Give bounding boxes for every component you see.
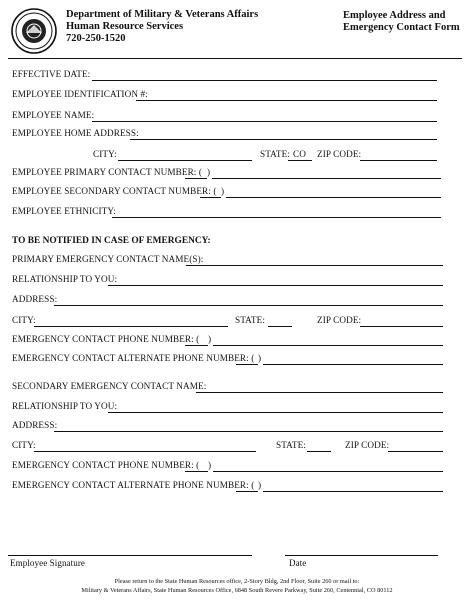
secondary-city-field[interactable] [34, 451, 256, 452]
secondary-state-field[interactable] [307, 451, 331, 452]
paren-close: ) [258, 480, 262, 490]
employee-primary-phone-field[interactable] [212, 178, 441, 179]
employee-primary-phone-label: EMPLOYEE PRIMARY CONTACT NUMBER: ( [12, 167, 203, 177]
phone-number: 720-250-1520 [66, 33, 126, 44]
secondary-state-label: STATE: [276, 440, 306, 450]
paren-close: ) [208, 460, 212, 470]
primary-zip-field[interactable] [360, 326, 443, 327]
primary-alt-phone-label: EMERGENCY CONTACT ALTERNATE PHONE NUMBER: ( [12, 353, 255, 363]
department-name: Department of Military & Veterans Affairs [66, 9, 259, 20]
primary-phone-area-code[interactable] [185, 345, 208, 346]
paren-close: ) [207, 167, 211, 177]
employee-secondary-area-code[interactable] [200, 197, 221, 198]
footer-line1: Please return to the State Human Resources office, 2-Story Bldg, 2nd Floor, Suite 260 or mail to: [114, 578, 360, 585]
employee-ethnicity-label: EMPLOYEE ETHNICITY: [12, 206, 116, 216]
primary-relationship-label: RELATIONSHIP TO YOU: [12, 274, 118, 284]
secondary-phone-field[interactable] [213, 471, 443, 472]
employee-id-field[interactable] [136, 100, 437, 101]
employee-name-label: EMPLOYEE NAME: [12, 110, 95, 120]
paren-close: ) [221, 186, 225, 196]
division-name: Human Resource Services [66, 21, 184, 32]
primary-contact-name-field[interactable] [186, 265, 443, 266]
primary-state-field[interactable] [268, 326, 292, 327]
employee-zip-field[interactable] [360, 160, 437, 161]
secondary-phone-area-code[interactable] [185, 471, 208, 472]
secondary-zip-field[interactable] [388, 451, 443, 452]
employee-state-field[interactable] [288, 160, 312, 161]
secondary-contact-name-label: SECONDARY EMERGENCY CONTACT NAME: [12, 381, 207, 391]
emergency-section-heading: TO BE NOTIFIED IN CASE OF EMERGENCY: [12, 236, 211, 246]
employee-address-label: EMPLOYEE HOME ADDRESS: [12, 128, 139, 138]
state-seal-icon [11, 8, 57, 54]
paren-close: ) [208, 334, 212, 344]
secondary-relationship-label: RELATIONSHIP TO YOU: [12, 401, 118, 411]
primary-phone-label: EMERGENCY CONTACT PHONE NUMBER: ( [12, 334, 200, 344]
employee-zip-label: ZIP CODE: [317, 149, 362, 159]
footer-line2: Military & Veterans Affairs, State Human Resources Office, 6848 South Revere Parkway, Suite 260, Centennial, CO 80112 [81, 587, 393, 594]
header-divider [8, 58, 462, 59]
employee-ethnicity-field[interactable] [112, 217, 441, 218]
employee-secondary-phone-field[interactable] [226, 197, 441, 198]
secondary-contact-name-field[interactable] [196, 392, 443, 393]
form-title-line1: Employee Address and [343, 10, 446, 21]
primary-city-field[interactable] [34, 326, 228, 327]
secondary-relationship-field[interactable] [108, 412, 443, 413]
secondary-address-field[interactable] [54, 431, 443, 432]
secondary-phone-label: EMERGENCY CONTACT PHONE NUMBER: ( [12, 460, 200, 470]
primary-state-label: STATE: [235, 315, 265, 325]
secondary-alt-phone-field[interactable] [263, 491, 443, 492]
employee-name-field[interactable] [92, 121, 437, 122]
primary-alt-phone-area-code[interactable] [236, 364, 258, 365]
primary-zip-label: ZIP CODE: [317, 315, 362, 325]
employee-signature-label: Employee Signature [10, 558, 86, 568]
employee-city-field[interactable] [118, 160, 252, 161]
effective-date-label: EFFECTIVE DATE: [12, 69, 91, 79]
primary-address-label: ADDRESS: [12, 294, 58, 304]
signature-date-field[interactable] [285, 555, 438, 556]
form-title-line2: Emergency Contact Form [343, 22, 460, 33]
primary-phone-field[interactable] [213, 345, 443, 346]
primary-contact-name-label: PRIMARY EMERGENCY CONTACT NAME(S): [12, 254, 204, 264]
employee-secondary-phone-label: EMPLOYEE SECONDARY CONTACT NUMBER: ( [12, 186, 217, 196]
employee-id-label: EMPLOYEE IDENTIFICATION #: [12, 89, 148, 99]
secondary-zip-label: ZIP CODE: [345, 440, 390, 450]
primary-relationship-field[interactable] [108, 285, 443, 286]
employee-state-label: STATE: [260, 149, 290, 159]
effective-date-field[interactable] [92, 80, 437, 81]
secondary-address-label: ADDRESS: [12, 420, 58, 430]
employee-primary-area-code[interactable] [185, 178, 207, 179]
primary-alt-phone-field[interactable] [263, 364, 443, 365]
primary-city-label: CITY: [12, 315, 36, 325]
secondary-alt-phone-area-code[interactable] [236, 491, 258, 492]
primary-address-field[interactable] [54, 305, 443, 306]
employee-city-label: CITY: [93, 149, 117, 159]
employee-state-value: CO [293, 149, 306, 159]
signature-date-label: Date [289, 558, 307, 568]
paren-close: ) [258, 353, 262, 363]
employee-signature-field[interactable] [8, 555, 252, 556]
secondary-alt-phone-label: EMERGENCY CONTACT ALTERNATE PHONE NUMBER: ( [12, 480, 255, 490]
secondary-city-label: CITY: [12, 440, 36, 450]
employee-address-field[interactable] [130, 139, 437, 140]
